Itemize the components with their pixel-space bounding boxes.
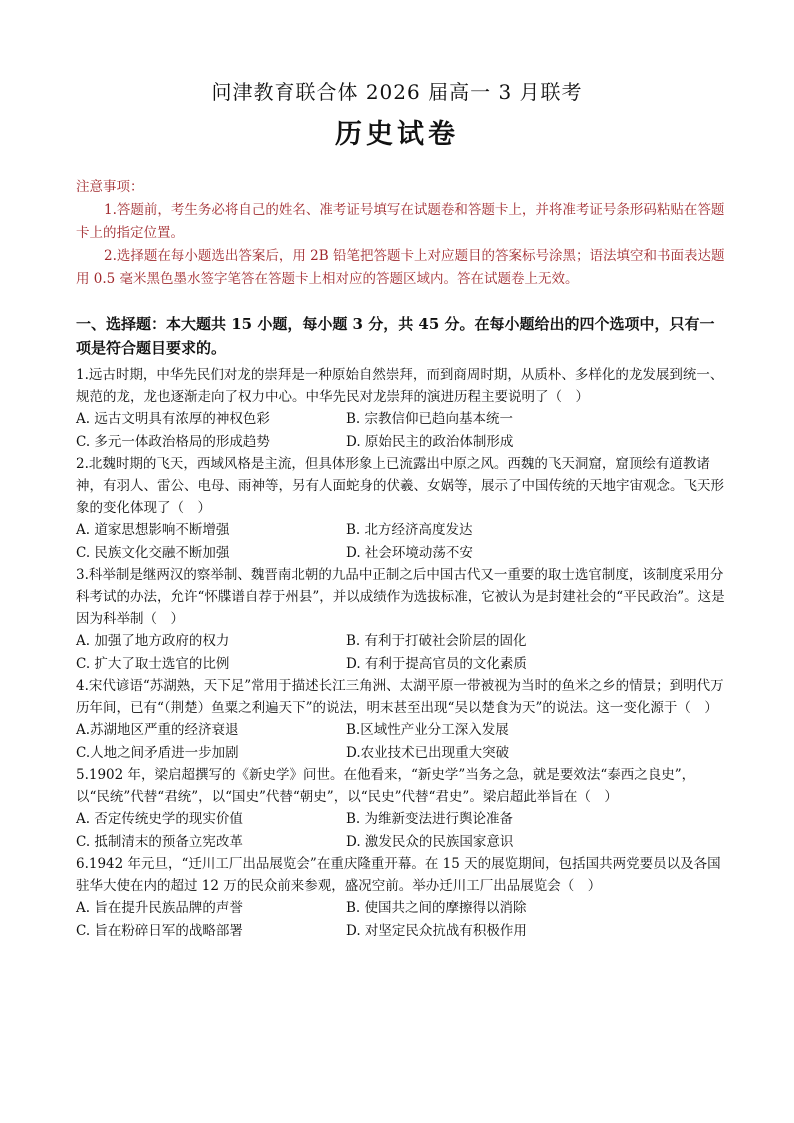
- option-d: D. 有利于提高官员的文化素质: [346, 655, 527, 672]
- option-d: D. 原始民主的政治体制形成: [346, 433, 514, 450]
- question-stem: 1.远古时期，中华先民们对龙的崇拜是一种原始自然崇拜，而到商周时期，从质朴、多样化的龙发展到统一、规范的龙，龙也逐渐走向了权力中心。中华先民对龙崇拜的演进历程主要说明了（ ）: [76, 367, 724, 405]
- option-c: C. 多元一体政治格局的形成趋势: [76, 433, 270, 450]
- question-6: [76, 853, 726, 942]
- notice-heading: 注意事项：: [76, 179, 144, 195]
- option-grid: [76, 808, 726, 853]
- exam-title: 问津教育联合体 2026 届高一 3 月联考: [211, 80, 583, 104]
- question-5: [76, 764, 726, 853]
- option-grid: [76, 408, 726, 453]
- notice-item: 2.选择题在每小题选出答案后，用 2B 铅笔把答题卡上对应题目的答案标号涂黑；语法填空和书面表达题用 0.5 毫米黑色墨水签字笔答在答题卡上相对应的答题区域内。答在试题卷上无效。: [76, 248, 725, 287]
- subject-title: 历史试卷: [335, 119, 459, 150]
- section-heading: 一、选择题：本大题共 15 小题，每小题 3 分，共 45 分。在每小题给出的四个选项中，只有一项是符合题目要求的。: [76, 315, 715, 357]
- option-a: A. 远古文明具有浓厚的神权色彩: [76, 411, 270, 427]
- option-b: B. 北方经济高度发达: [346, 522, 473, 538]
- question-stem: 3.科举制是继两汉的察举制、魏晋南北朝的九品中正制之后中国古代又一重要的取士选官制度，该制度采用分科考试的办法，允许“怀牒谱自荐于州县”，并以成绩作为选拔标准，它被认为是封建社会的“平民政治”。这是因为科举制（ ）: [76, 567, 725, 627]
- option-c: C. 抵制清末的预备立宪改革: [76, 833, 243, 850]
- option-b: B. 宗教信仰已趋向基本统一: [346, 411, 514, 427]
- option-a: A. 旨在提升民族品牌的声誉: [76, 900, 243, 916]
- option-grid: [76, 719, 726, 764]
- option-b: B. 使国共之间的摩擦得以消除: [346, 900, 527, 916]
- option-c: C.人地之间矛盾进一步加剧: [76, 744, 239, 761]
- question-stem: 6.1942 年元旦，“迁川工厂出品展览会”在重庆隆重开幕。在 15 天的展览期间，包括国共两党要员以及各国驻华大使在内的超过 12 万的民众前来参观，盛况空前。举办迁川工厂出品展览会（ ）: [76, 856, 721, 894]
- option-c: C. 扩大了取士选官的比例: [76, 655, 230, 672]
- question-stem: 4.宋代谚语“苏湖熟，天下足”常用于描述长江三角洲、太湖平原一带被视为当时的鱼米之乡的情景；到明代万历年间，已有“（荆楚）鱼粟之利遍天下”的说法，明末甚至出现“吴以楚食为天”的说法。这一变化源于（ ）: [76, 678, 724, 716]
- option-grid: [76, 897, 726, 942]
- question-list: [76, 364, 726, 942]
- option-b: B. 有利于打破社会阶层的固化: [346, 633, 527, 649]
- notice-item: 1.答题前，考生务必将自己的姓名、准考证号填写在试题卷和答题卡上，并将准考证号条形码粘贴在答题卡上的指定位置。: [76, 202, 725, 241]
- option-a: A. 道家思想影响不断增强: [76, 522, 230, 538]
- option-b: B. 为维新变法进行舆论准备: [346, 811, 514, 827]
- question-stem: 2.北魏时期的飞天，西域风格是主流，但具体形象上已流露出中原之风。西魏的飞天洞窟，窟顶绘有道教诸神，有羽人、雷公、电母、雨神等，另有人面蛇身的伏羲、女娲等，展示了中国传统的天地宇宙观念。飞天形象的变化体现了（ ）: [76, 456, 724, 516]
- question-4: [76, 675, 726, 764]
- option-d: D. 激发民众的民族国家意识: [346, 833, 514, 850]
- question-2: [76, 453, 726, 564]
- option-d: D.农业技术已出现重大突破: [346, 744, 510, 761]
- option-grid: [76, 519, 726, 564]
- question-stem: 5.1902 年，梁启超撰写的《新史学》问世。在他看来，“新史学”当务之急，就是要效法“泰西之良史”，以“民统”代替“君统”，以“国史”代替“朝史”，以“民史”代替“君史”。梁启超此举旨在（ ）: [76, 767, 696, 805]
- option-b: B.区域性产业分工深入发展: [346, 722, 509, 738]
- option-d: D. 对坚定民众抗战有积极作用: [346, 922, 527, 939]
- option-grid: [76, 630, 726, 675]
- option-c: C. 旨在粉碎日军的战略部署: [76, 922, 243, 939]
- option-c: C. 民族文化交融不断加强: [76, 544, 230, 561]
- question-1: [76, 364, 726, 453]
- option-a: A.苏湖地区严重的经济衰退: [76, 722, 239, 738]
- option-d: D. 社会环境动荡不安: [346, 544, 473, 561]
- notice-block: [76, 176, 726, 291]
- option-a: A. 否定传统史学的现实价值: [76, 811, 243, 827]
- option-a: A. 加强了地方政府的权力: [76, 633, 230, 649]
- question-3: [76, 564, 726, 675]
